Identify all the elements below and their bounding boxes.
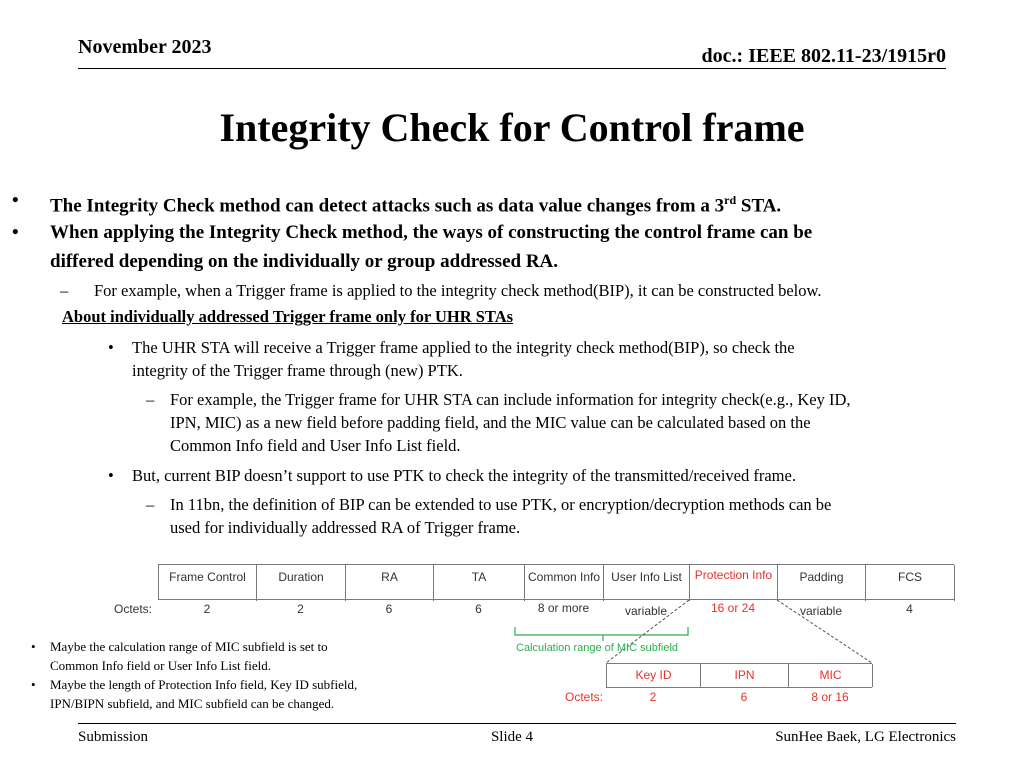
bullet-dot: • [108, 466, 114, 485]
subfield-mic: MIC [789, 664, 873, 687]
note-2-line-1: Maybe the length of Protection Info field, Key ID subfield, [50, 677, 358, 692]
calc-range-label: Calculation range of MIC subfield [516, 642, 679, 654]
octets-label: Octets: [114, 602, 153, 616]
bullet-1-end: STA. [736, 195, 782, 217]
footer-slide-number: Slide 4 [490, 729, 534, 745]
field-frame-control: Frame Control [159, 565, 257, 601]
protection-octets-label: Octets: [565, 690, 604, 704]
note-1-line-1: Maybe the calculation range of MIC subfield is set to [50, 639, 328, 654]
protection-expand-right [777, 600, 872, 663]
bullet-dot: • [108, 338, 114, 357]
octets-common-info: 8 or more [537, 601, 590, 615]
detail-line-1: In 11bn, the definition of BIP can be extended to use PTK, or encryption/decryption methods can be [170, 495, 832, 514]
detail-line-1: For example, the Trigger frame for UHR STA can include information for integrity check(e.g., Key ID, [170, 390, 851, 409]
octets-ta: 6 [475, 602, 482, 616]
sub-bullet-1-line-1: The UHR STA will receive a Trigger frame applied to the integrity check method(BIP), so check the [132, 338, 795, 357]
header-divider [78, 68, 946, 69]
section-heading: About individually addressed Trigger frame only for UHR STAs [62, 307, 514, 326]
octets-key-id: 2 [649, 690, 657, 704]
dash-marker: – [60, 281, 69, 300]
octets-protection-info: 16 or 24 [710, 601, 756, 615]
bullet-dot: • [12, 190, 19, 211]
octets-fcs: 4 [906, 602, 913, 616]
field-padding: Padding [778, 565, 866, 601]
header-date: November 2023 [78, 36, 212, 58]
bullet-2-line-1: When applying the Integrity Check method, the ways of constructing the control frame can be [50, 222, 813, 243]
field-user-info-list: User Info List [604, 565, 690, 601]
bullet-1-sup: rd [724, 193, 737, 207]
footer-submission: Submission [78, 729, 149, 745]
detail-line-3: Common Info field and User Info List field. [170, 436, 461, 455]
bullet-1-main: The Integrity Check method can detect attacks such as data value changes from a 3 [50, 195, 725, 217]
calc-range-bracket [515, 627, 688, 635]
field-fcs: FCS [866, 565, 955, 601]
detail-line-2: IPN, MIC) as a new field before padding field, and the MIC value can be calculated based on the [170, 413, 811, 432]
dash-marker: – [146, 495, 155, 514]
header-doc-id: doc.: IEEE 802.11-23/1915r0 [701, 45, 946, 67]
bullet-1-text [50, 186, 781, 220]
bullet-2-line-2: differed depending on the individually or group addressed RA. [50, 251, 559, 272]
footer-divider [78, 723, 956, 724]
detail-line-2: used for individually addressed RA of Trigger frame. [170, 518, 521, 537]
bullet-dot: • [12, 222, 19, 243]
footer-author: SunHee Baek, LG Electronics [775, 729, 956, 745]
octets-ipn: 6 [740, 690, 748, 704]
octets-duration: 2 [297, 602, 304, 616]
bullet-2-sub-text: For example, when a Trigger frame is applied to the integrity check method(BIP), it can be constructed below. [94, 281, 822, 300]
slide-title: Integrity Check for Control frame [219, 105, 805, 150]
field-ra: RA [346, 565, 434, 601]
octets-padding: variable [799, 604, 843, 618]
octets-mic: 8 or 16 [811, 690, 849, 704]
subfield-key-id: Key ID [607, 664, 701, 687]
octets-ra: 6 [385, 602, 393, 616]
field-protection-info: Protection Info [690, 565, 778, 601]
subfield-ipn: IPN [701, 664, 789, 687]
sub-bullet-2-text: But, current BIP doesn’t support to use PTK to check the integrity of the transmitted/received frame. [132, 466, 796, 485]
bullet-dot: • [31, 639, 36, 654]
field-ta: TA [434, 565, 525, 601]
field-duration: Duration [257, 565, 346, 601]
octets-user-info-list: variable [624, 604, 668, 618]
note-2-line-2: IPN/BIPN subfield, and MIC subfield can be changed. [50, 696, 335, 711]
bullet-dot: • [31, 677, 36, 692]
field-common-info: Common Info [525, 565, 604, 601]
dash-marker: – [146, 390, 155, 409]
note-1-line-2: Common Info field or User Info List field. [50, 658, 271, 673]
protection-info-table [606, 663, 872, 688]
sub-bullet-1-line-2: integrity of the Trigger frame through (new) PTK. [132, 361, 463, 380]
octets-frame-control: 2 [203, 602, 211, 616]
